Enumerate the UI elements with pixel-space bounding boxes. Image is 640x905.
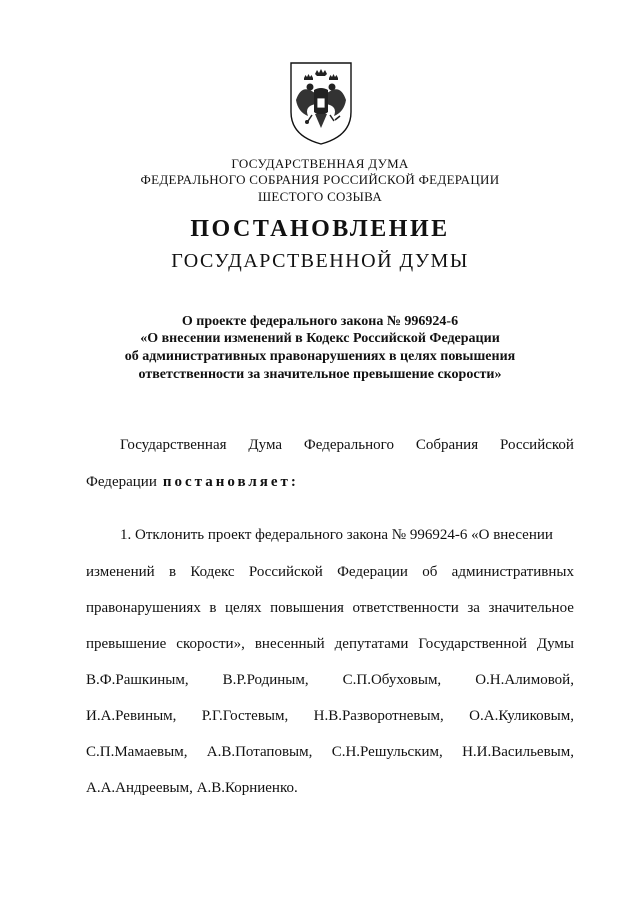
header-line-2: ФЕДЕРАЛЬНОГО СОБРАНИЯ РОССИЙСКОЙ ФЕДЕРАЦИИ bbox=[140, 172, 500, 187]
paragraph-line-5: В.Ф.Рашкиным, В.Р.Родиным, С.П.Обуховым, О.Н.Алимовой, bbox=[86, 672, 574, 688]
paragraph-line-1: 1. Отклонить проект федерального закона № 996924-6 «О внесении bbox=[120, 527, 553, 543]
coat-of-arms-icon bbox=[288, 60, 354, 146]
paragraph-line-4: превышение скорости», внесенный депутатами Государственной Думы bbox=[86, 636, 574, 652]
preamble-line-2: Федерации постановляет: bbox=[86, 474, 299, 490]
paragraph-line-2: изменений в Кодекс Российской Федерации об административных bbox=[86, 564, 574, 580]
resolves-word: постановляет: bbox=[162, 474, 299, 490]
subject-line-4: ответственности за значительное превышение скорости» bbox=[138, 367, 502, 382]
document-subtitle: ГОСУДАРСТВЕННОЙ ДУМЫ bbox=[171, 250, 469, 272]
paragraph-line-7: С.П.Мамаевым, А.В.Потаповым, С.Н.Решульским, Н.И.Васильевым, bbox=[86, 744, 574, 760]
header-line-3: ШЕСТОГО СОЗЫВА bbox=[257, 189, 383, 204]
subject-line-2: «О внесении изменений в Кодекс Российской Федерации bbox=[140, 331, 500, 346]
subject-line-3: об административных правонарушениях в целях повышения bbox=[124, 349, 516, 364]
header-line-1: ГОСУДАРСТВЕННАЯ ДУМА bbox=[231, 156, 409, 171]
paragraph-line-3: правонарушениях в целях повышения ответственности за значительное bbox=[86, 600, 574, 616]
paragraph-line-8: А.А.Андреевым, А.В.Корниенко. bbox=[86, 780, 298, 796]
preamble-line-1: Государственная Дума Федерального Собрания Российской bbox=[120, 437, 574, 453]
subject-line-1: О проекте федерального закона № 996924-6 bbox=[181, 314, 459, 329]
document-title: ПОСТАНОВЛЕНИЕ bbox=[190, 216, 450, 242]
paragraph-line-6: И.А.Ревиным, Р.Г.Гостевым, Н.В.Разворотневым, О.А.Куликовым, bbox=[86, 708, 574, 724]
